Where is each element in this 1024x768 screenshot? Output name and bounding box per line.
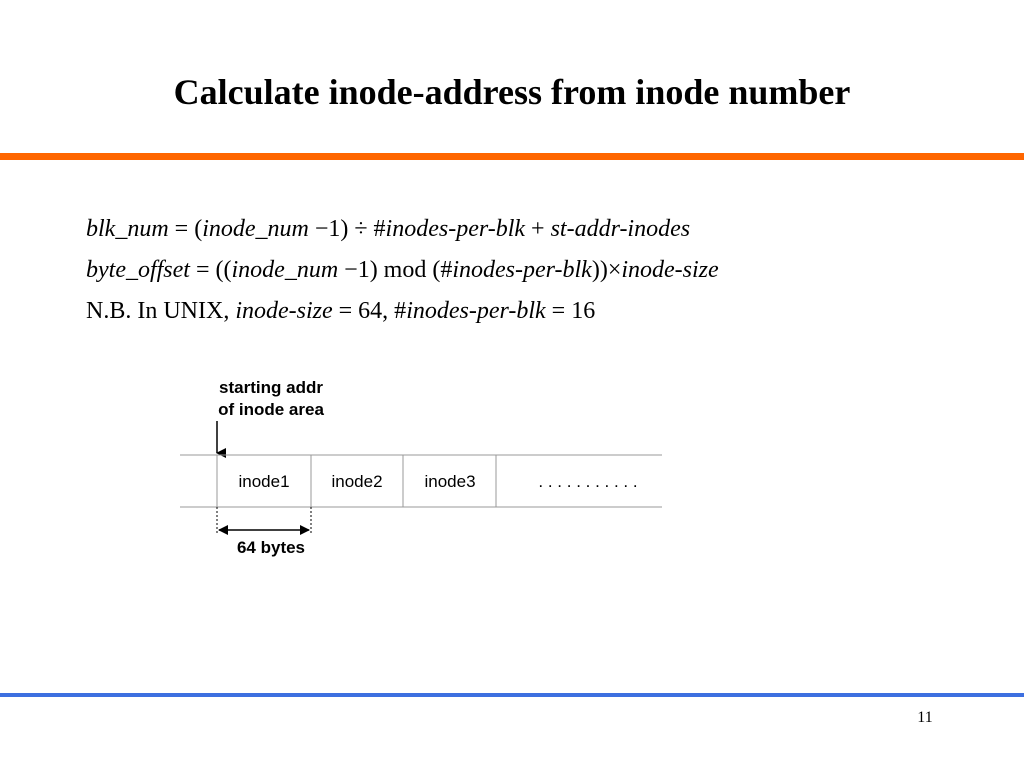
var-inode-num: inode_num: [231, 257, 339, 283]
var-inode-size: inode-size: [235, 298, 333, 324]
inode-cell-2: inode2: [331, 472, 383, 491]
note-text: = 64, #: [332, 298, 407, 324]
var-byte-offset: byte_offset: [86, 257, 190, 283]
note-unix: [86, 296, 595, 326]
var-inode-size: inode-size: [621, 257, 719, 283]
formula-text: −1) mod (#: [338, 257, 453, 283]
slide-title: Calculate inode-address from inode number: [173, 72, 851, 112]
top-accent-rule: [0, 153, 1024, 160]
start-label-line2: of inode area: [218, 400, 324, 419]
start-label-line1: starting addr: [219, 378, 323, 397]
formula-text: = (: [168, 216, 203, 242]
inode-cell-1: inode1: [238, 472, 290, 491]
inode-cell-3: inode3: [424, 472, 476, 491]
formula-text: −1) ÷ #: [308, 216, 386, 242]
note-text: = 16: [545, 298, 596, 324]
var-st-addr-inodes: st-addr-inodes: [550, 216, 691, 242]
formula-text: +: [525, 216, 551, 242]
formula-byte-offset: [86, 255, 719, 285]
var-blk-num: blk_num: [86, 216, 169, 242]
note-text: N.B. In UNIX,: [86, 298, 236, 324]
var-inodes-per-blk: inodes-per-blk: [385, 216, 526, 242]
var-inode-num: inode_num: [202, 216, 309, 242]
size-label: 64 bytes: [236, 538, 306, 557]
var-inodes-per-blk: inodes-per-blk: [452, 257, 592, 283]
formula-text: = ((: [189, 257, 232, 283]
formula-blk-num: [86, 214, 690, 244]
page-number: 11: [917, 709, 933, 726]
bottom-accent-rule: [0, 693, 1024, 697]
ellipsis: . . . . . . . . . . .: [538, 472, 638, 491]
formula-text: ))×: [591, 257, 622, 283]
var-inodes-per-blk: inodes-per-blk: [406, 298, 546, 324]
